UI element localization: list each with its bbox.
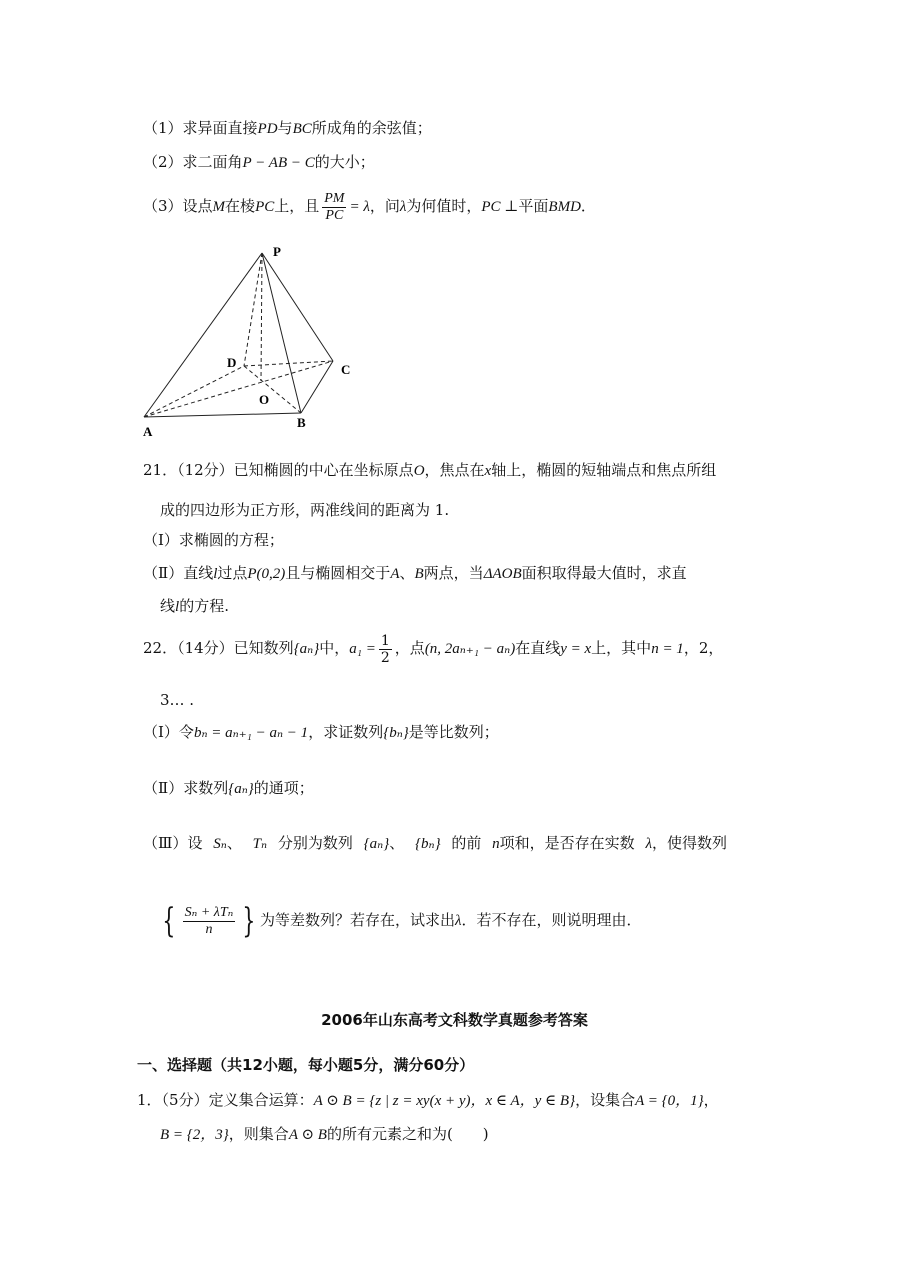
answer-q1-cont: B = {2，3}，则集合A ⊙ B的所有元素之和为( ) bbox=[160, 1125, 489, 1143]
label-p: P bbox=[273, 244, 281, 259]
text: （1）求异面直接 bbox=[143, 119, 258, 137]
fraction-pm-pc: $\frac{PM}{PC}$ bbox=[324, 190, 345, 223]
q21-line2: 成的四边形为正方形，两准线间的距离为 1. bbox=[160, 501, 450, 519]
q20-part3: （3）设点M在棱PC上，且 $\frac{PM}{PC}$ = λ，问λ为何值时，PC ⊥平面BMD． bbox=[143, 190, 596, 223]
math-pd: PD bbox=[257, 121, 278, 137]
label-a: A bbox=[143, 424, 153, 439]
math-dihedral: P − AB − C bbox=[242, 155, 315, 171]
q20-part1 bbox=[143, 118, 432, 139]
fraction-sn-tn: $\frac{\text{Sₙ + λTₙ}}{n}$ bbox=[184, 904, 234, 937]
q21-head: 21．（12分）已知椭圆的中心在坐标原点O，焦点在x轴上，椭圆的短轴端点和焦点所组 bbox=[143, 461, 717, 479]
fraction-half: $\frac{1}{2}$ bbox=[380, 632, 390, 666]
q22-cont: 3… . bbox=[160, 691, 195, 709]
q21-part1: （Ⅰ）求椭圆的方程； bbox=[143, 531, 284, 549]
q22-part2: （Ⅱ）求数列{aₙ}的通项； bbox=[143, 779, 314, 797]
q22-part3: （Ⅲ）设 Sₙ、 Tₙ 分别为数列 {aₙ}、 {bₙ} 的前 n项和，是否存在实数 λ，使得数列 bbox=[143, 834, 727, 852]
answer-title: 2006年山东高考文科数学真题参考答案 bbox=[321, 1011, 588, 1029]
math-bc: BC bbox=[292, 121, 312, 137]
q21-part2-cont: 线l的方程. bbox=[160, 597, 229, 615]
text: 与 bbox=[277, 119, 293, 137]
label-b: B bbox=[297, 415, 306, 430]
q21-part2: （Ⅱ）直线l过点P(0,2)且与椭圆相交于A、B两点，当ΔAOB面积取得最大值时，求直 bbox=[143, 564, 687, 582]
label-c: C bbox=[341, 362, 351, 377]
label-o: O bbox=[259, 392, 270, 407]
pyramid-figure bbox=[135, 240, 365, 445]
answer-q1: 1．（5分）定义集合运算：A ⊙ B = {z | z = xy(x + y)，x ∈ A，y ∈ B}，设集合A = {0，1}， bbox=[137, 1091, 719, 1109]
text: 的大小； bbox=[314, 153, 375, 171]
text: （2）求二面角 bbox=[143, 153, 243, 171]
q22-part1: （Ⅰ）令bₙ = aₙ₊₁ − aₙ − 1，求证数列{bₙ}是等比数列； bbox=[143, 723, 499, 741]
q22-part3-cont: { $\frac{\text{Sₙ + λTₙ}}{n}$ } 为等差数列？若存在，试求出λ．若不存在，则说明理由． bbox=[162, 901, 642, 941]
text: 所成角的余弦值； bbox=[311, 119, 432, 137]
section-heading: 一、选择题（共12小题，每小题5分，满分60分） bbox=[137, 1056, 475, 1074]
q22-head: 22．（14分）已知数列{aₙ}中，a₁ = $\frac{1}{2}$ ，点(n, 2aₙ₊₁ − aₙ)在直线y = x上，其中n = 1，2， bbox=[143, 632, 724, 666]
q20-part2 bbox=[143, 152, 375, 173]
label-d: D bbox=[227, 355, 237, 370]
